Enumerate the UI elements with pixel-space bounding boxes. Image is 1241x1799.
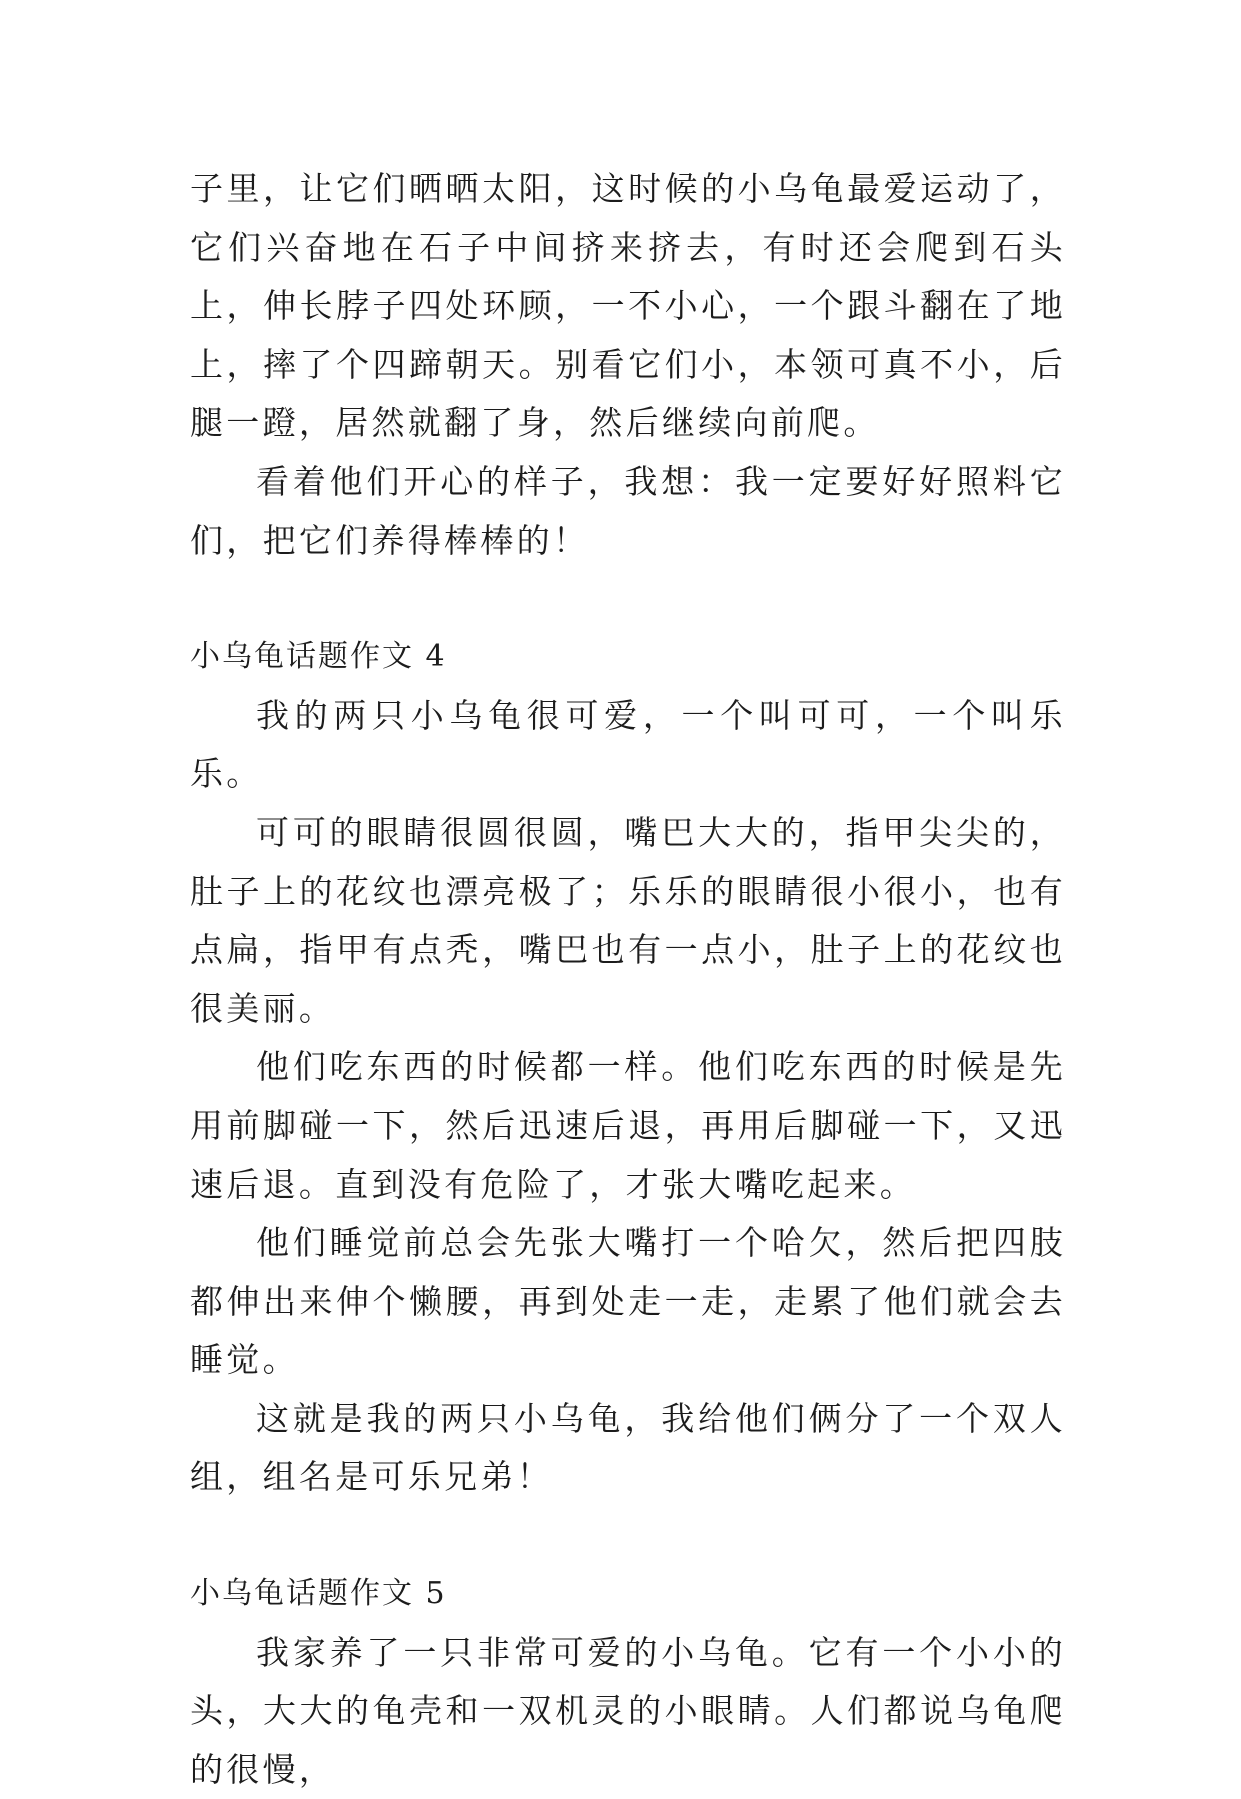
paragraph-continued: 子里，让它们晒晒太阳，这时候的小乌龟最爱运动了，它们兴奋地在石子中间挤来挤去，有时还会爬到石头上，伸长脖子四处环顾，一不小心，一个跟斗翻在了地上，摔了个四蹄朝天。别看它们小，本领可真不小，后腿一蹬，居然就翻了身，然后继续向前爬。	[190, 169, 1066, 443]
paragraph: 我家养了一只非常可爱的小乌龟。它有一个小小的头，大大的龟壳和一双机灵的小眼睛。人们都说乌龟爬的很慢，	[190, 1632, 1066, 1789]
paragraph: 我的两只小乌龟很可爱，一个叫可可，一个叫乐乐。	[190, 695, 1066, 794]
paragraph: 这就是我的两只小乌龟，我给他们俩分了一个双人组，组名是可乐兄弟！	[190, 1398, 1066, 1497]
section-gap	[190, 1507, 1066, 1565]
paragraph: 可可的眼睛很圆很圆，嘴巴大大的，指甲尖尖的，肚子上的花纹也漂亮极了；乐乐的眼睛很小很小，也有点扁，指甲有点秃，嘴巴也有一点小，肚子上的花纹也很美丽。	[190, 812, 1066, 1028]
paragraph: 他们睡觉前总会先张大嘴打一个哈欠，然后把四肢都伸出来伸个懒腰，再到处走一走，走累了他们就会去睡觉。	[190, 1223, 1066, 1380]
section-heading-4: 小乌龟话题作文 4	[190, 639, 447, 675]
paragraph: 他们吃东西的时候都一样。他们吃东西的时候是先用前脚碰一下，然后迅速后退，再用后脚碰一下，又迅速后退。直到没有危险了，才张大嘴吃起来。	[190, 1047, 1066, 1204]
section-heading-5: 小乌龟话题作文 5	[190, 1576, 447, 1612]
paragraph: 看着他们开心的样子，我想：我一定要好好照料它们，把它们养得棒棒的！	[190, 461, 1066, 560]
document-body	[190, 160, 1066, 1799]
section-gap	[190, 570, 1066, 628]
